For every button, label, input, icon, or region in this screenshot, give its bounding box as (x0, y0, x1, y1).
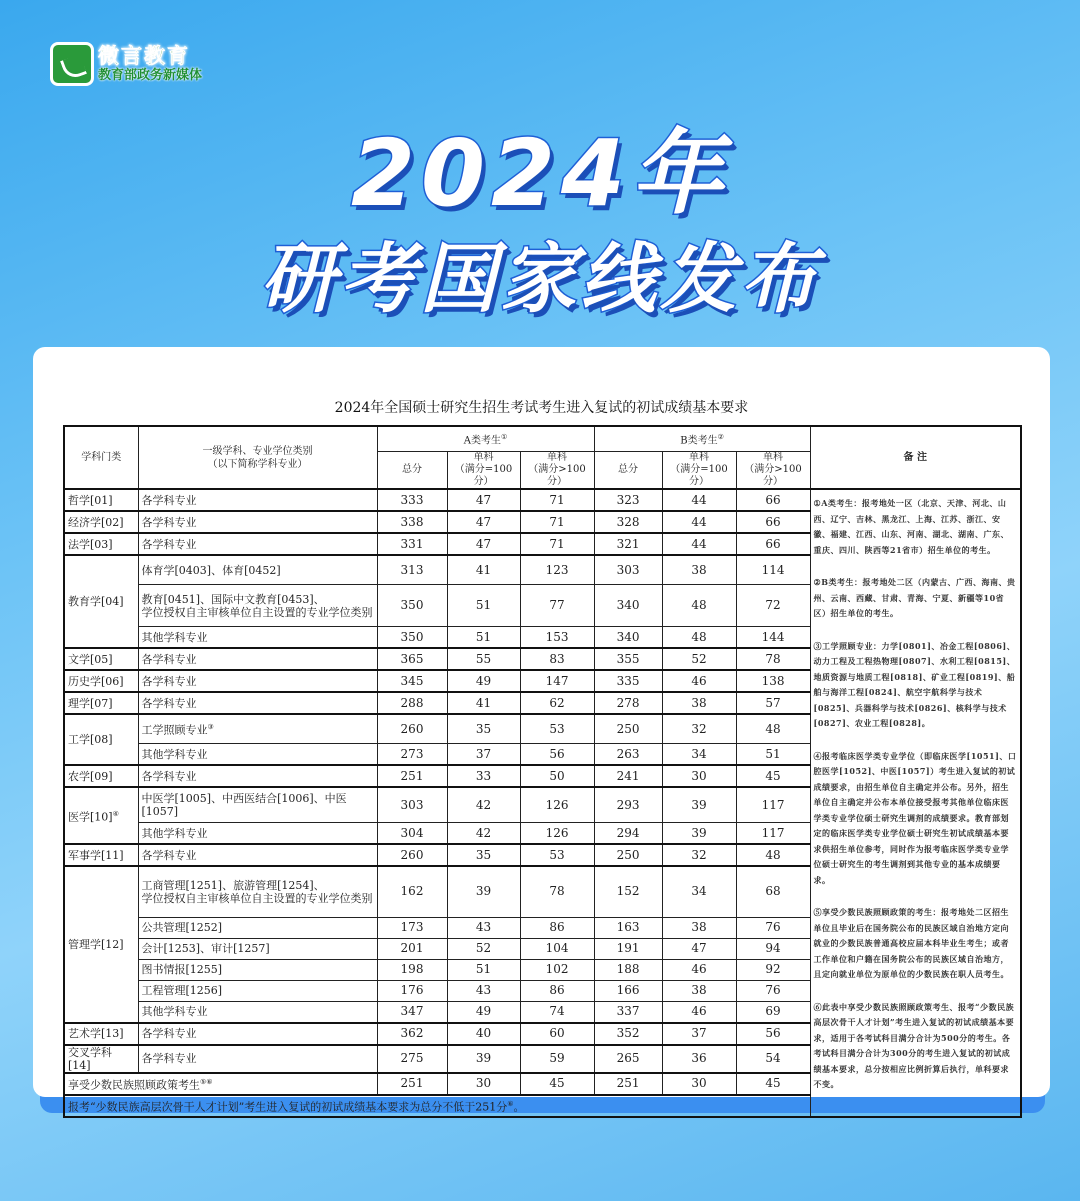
score-b-total: 163 (594, 917, 662, 938)
score-a-single-100: 42 (447, 787, 520, 823)
score-b-single-over: 69 (736, 1001, 810, 1023)
score-b-single-100: 39 (662, 823, 736, 845)
category-cell (64, 1045, 138, 1073)
category-cell (64, 489, 138, 511)
headline-title: 研考国家线发布 (260, 234, 820, 323)
score-a-total: 251 (377, 1073, 447, 1095)
score-a-total: 275 (377, 1045, 447, 1073)
score-a-single-over: 59 (520, 1045, 594, 1073)
score-b-single-over: 48 (736, 714, 810, 744)
score-a-total: 198 (377, 959, 447, 980)
score-b-single-over: 66 (736, 511, 810, 533)
score-a-total: 251 (377, 765, 447, 787)
score-a-single-over: 126 (520, 787, 594, 823)
score-a-single-over: 83 (520, 648, 594, 670)
score-b-single-100: 36 (662, 1045, 736, 1073)
score-b-total: 251 (594, 1073, 662, 1095)
subject-cell (138, 714, 377, 744)
header-label: 单科 (689, 452, 710, 463)
score-table (63, 425, 1022, 1118)
subject-cell: 公共管理[1252] (138, 917, 377, 938)
score-b-single-over: 144 (736, 627, 810, 649)
category-cell (64, 1023, 138, 1045)
category-cell (64, 844, 138, 866)
header-group-a-label: A类考生 (463, 435, 501, 447)
score-a-single-100: 43 (447, 917, 520, 938)
footnote-mark: ⑤⑥ (200, 1077, 213, 1086)
score-a-single-100: 52 (447, 938, 520, 959)
score-b-single-over: 54 (736, 1045, 810, 1073)
score-a-single-100: 35 (447, 714, 520, 744)
score-a-single-100: 35 (447, 844, 520, 866)
score-b-single-over: 72 (736, 585, 810, 627)
category-cell (64, 692, 138, 714)
score-b-single-100: 38 (662, 917, 736, 938)
score-b-total: 265 (594, 1045, 662, 1073)
score-b-single-100: 44 (662, 511, 736, 533)
dandelion-logo-icon (50, 42, 94, 86)
score-b-single-over: 66 (736, 533, 810, 555)
score-a-single-over: 104 (520, 938, 594, 959)
category-label: 农学[09] (68, 769, 113, 783)
score-a-single-over: 74 (520, 1001, 594, 1023)
score-b-single-over: 114 (736, 555, 810, 585)
subject-cell: 各学科专业 (138, 670, 377, 692)
score-a-single-100: 51 (447, 959, 520, 980)
score-b-single-100: 34 (662, 744, 736, 766)
header-a-single-over (520, 452, 594, 490)
subject-cell: 工商管理[1251]、旅游管理[1254]、 学位授权自主审核单位自主设置的专业学位类别 (138, 866, 377, 917)
category-label: 法学[03] (68, 537, 113, 551)
score-b-total: 352 (594, 1023, 662, 1045)
score-a-single-over: 53 (520, 714, 594, 744)
score-b-total: 241 (594, 765, 662, 787)
subject-cell: 各学科专业 (138, 692, 377, 714)
footer-period: 。 (513, 1100, 525, 1114)
header-label: 单科 (473, 452, 494, 463)
remarks-cell (810, 489, 1021, 1117)
score-b-single-100: 46 (662, 959, 736, 980)
score-a-single-over: 77 (520, 585, 594, 627)
footer-note-cell (64, 1095, 810, 1117)
category-label: 管理学[12] (68, 937, 124, 951)
score-b-single-100: 38 (662, 980, 736, 1001)
score-a-single-100: 51 (447, 627, 520, 649)
header-b-single-over (736, 452, 810, 490)
subject-cell: 教育[0451]、国际中文教育[0453]、 学位授权自主审核单位自主设置的专业学位类别 (138, 585, 377, 627)
score-a-single-over: 71 (520, 533, 594, 555)
score-b-single-over: 57 (736, 692, 810, 714)
score-b-single-over: 48 (736, 844, 810, 866)
score-a-single-over: 45 (520, 1073, 594, 1095)
score-b-single-over: 56 (736, 1023, 810, 1045)
subject-cell: 各学科专业 (138, 765, 377, 787)
subject-cell: 工程管理[1256] (138, 980, 377, 1001)
score-a-total: 173 (377, 917, 447, 938)
category-label: 教育学[04] (68, 595, 124, 609)
header-subject-label: 一级学科、专业学位类别 (202, 445, 313, 457)
header-group-a-mark: ① (500, 432, 508, 441)
category-label: 经济学[02] (68, 515, 124, 529)
score-a-single-over: 86 (520, 917, 594, 938)
score-a-total: 201 (377, 938, 447, 959)
score-b-single-100: 48 (662, 585, 736, 627)
score-b-single-100: 38 (662, 692, 736, 714)
score-b-total: 250 (594, 714, 662, 744)
score-a-total: 345 (377, 670, 447, 692)
score-b-single-over: 117 (736, 787, 810, 823)
header-group-b-mark: ② (717, 432, 724, 441)
footnote-mark: ⑥ (507, 1099, 514, 1108)
score-b-total: 323 (594, 489, 662, 511)
score-a-single-100: 40 (447, 1023, 520, 1045)
category-cell (64, 648, 138, 670)
score-b-total: 294 (594, 823, 662, 845)
category-cell (64, 866, 138, 1022)
score-b-total: 337 (594, 1001, 662, 1023)
subject-cell: 体育学[0403]、体育[0452] (138, 555, 377, 585)
table-row (64, 489, 1021, 511)
category-label: 军事学[11] (68, 848, 124, 862)
score-a-single-over: 53 (520, 844, 594, 866)
score-b-single-100: 34 (662, 866, 736, 917)
header-a-single-100 (447, 452, 520, 490)
score-a-total: 304 (377, 823, 447, 845)
category-cell (64, 765, 138, 787)
remark-note: ③工学照顾专业：力学[0801]、冶金工程[0806]、动力工程及工程热物理[0807]、水利工程[0815]、地质资源与地质工程[0818]、矿业工程[0819]、船舶与海洋工程[0824]、航空宇航科学与技术[0825]、兵器科学与技术[0826]、核科学与技术[0827]、农业工程[0828]。 (813, 640, 1016, 728)
logo (50, 42, 202, 86)
score-b-total: 335 (594, 670, 662, 692)
score-b-total: 191 (594, 938, 662, 959)
category-cell (64, 787, 138, 844)
score-a-single-100: 47 (447, 489, 520, 511)
score-a-total: 350 (377, 627, 447, 649)
score-b-single-over: 92 (736, 959, 810, 980)
header-category: 学科门类 (64, 426, 138, 489)
subject-cell: 各学科专业 (138, 489, 377, 511)
score-a-single-over: 60 (520, 1023, 594, 1045)
header-b-single-100 (662, 452, 736, 490)
score-a-single-100: 39 (447, 1045, 520, 1073)
footnote-mark: ③ (207, 723, 214, 732)
header-group-b-label: B类考生 (680, 435, 718, 447)
subject-cell: 其他学科专业 (138, 823, 377, 845)
category-cell (64, 533, 138, 555)
header-label: （满分=100分） (454, 464, 513, 487)
score-a-single-over: 50 (520, 765, 594, 787)
header-label: （满分=100分） (670, 464, 728, 487)
score-b-single-over: 138 (736, 670, 810, 692)
score-b-total: 152 (594, 866, 662, 917)
score-a-total: 362 (377, 1023, 447, 1045)
header-subject (138, 426, 377, 489)
score-a-single-over: 78 (520, 866, 594, 917)
remark-note: ⑥此表中享受少数民族照顾政策考生、报考“少数民族高层次骨干人才计划”考生进入复试的初试成绩基本要求，适用于各考试科目满分合计为500分的考生。各考试科目满分合计为300分的考生进入复试的初试成绩基本要求，总分按相应比例折算后执行，单科要求不变。 (813, 1001, 1015, 1089)
score-a-total: 162 (377, 866, 447, 917)
score-b-single-100: 52 (662, 648, 736, 670)
subject-cell: 各学科专业 (138, 511, 377, 533)
category-cell (64, 670, 138, 692)
category-cell (64, 714, 138, 765)
score-a-single-over: 71 (520, 489, 594, 511)
score-b-total: 340 (594, 627, 662, 649)
score-b-single-over: 45 (736, 765, 810, 787)
score-b-single-100: 44 (662, 533, 736, 555)
score-b-total: 278 (594, 692, 662, 714)
score-a-single-over: 71 (520, 511, 594, 533)
score-b-single-100: 47 (662, 938, 736, 959)
score-a-single-100: 41 (447, 692, 520, 714)
score-a-total: 331 (377, 533, 447, 555)
subject-cell: 图书情报[1255] (138, 959, 377, 980)
subject-cell: 其他学科专业 (138, 744, 377, 766)
score-b-total: 293 (594, 787, 662, 823)
score-a-single-over: 126 (520, 823, 594, 845)
header-group-b (594, 426, 810, 452)
category-label: 艺术学[13] (68, 1027, 124, 1040)
score-a-total: 176 (377, 980, 447, 1001)
score-b-single-100: 46 (662, 670, 736, 692)
score-a-total: 347 (377, 1001, 447, 1023)
remark-note: ⑤享受少数民族照顾政策的考生：报考地处二区招生单位且毕业后在国务院公布的民族区域自治地方定向就业的少数民族普通高校应届本科毕业生考生；或者工作单位和户籍在国务院公布的民族区域自治地方，且定向就业单位为原单位的少数民族在职人员考生。 (813, 907, 1010, 979)
remark-note: ①A类考生：报考地处一区（北京、天津、河北、山西、辽宁、吉林、黑龙江、上海、江苏、浙江、安徽、福建、江西、山东、河南、湖北、湖南、广东、重庆、四川、陕西等21省市）招生单位的考生。 (813, 498, 1010, 555)
score-b-single-over: 76 (736, 980, 810, 1001)
category-label: 交叉学科[14] (68, 1045, 112, 1072)
header-remarks: 备 注 (810, 426, 1021, 489)
score-b-single-100: 46 (662, 1001, 736, 1023)
score-a-total: 338 (377, 511, 447, 533)
score-b-single-100: 37 (662, 1023, 736, 1045)
score-a-single-100: 37 (447, 744, 520, 766)
subject-cell: 各学科专业 (138, 1023, 377, 1045)
score-a-total: 273 (377, 744, 447, 766)
header-label: （满分>100分） (744, 464, 802, 487)
score-a-total: 365 (377, 648, 447, 670)
remark-note: ②B类考生：报考地处二区（内蒙古、广西、海南、贵州、云南、西藏、甘肃、青海、宁夏、新疆等10省区）招生单位的考生。 (813, 577, 1016, 618)
subject-label: 工学照顾专业 (141, 724, 208, 738)
score-b-total: 328 (594, 511, 662, 533)
category-label: 历史学[06] (68, 674, 124, 688)
subject-cell: 会计[1253]、审计[1257] (138, 938, 377, 959)
score-b-single-over: 76 (736, 917, 810, 938)
subject-cell: 各学科专业 (138, 648, 377, 670)
score-b-total: 263 (594, 744, 662, 766)
header-a-total: 总分 (377, 452, 447, 490)
score-b-single-100: 38 (662, 555, 736, 585)
header-group-a (377, 426, 594, 452)
remark-note: ④报考临床医学类专业学位（即临床医学[1051]、口腔医学[1052]、中医[1057]）考生进入复试的初试成绩要求，由招生单位自主确定并公布。另外，招生单位自主确定并公布本单位接受报考其他单位临床医学类专业学位硕士研究生调剂的成绩要求。教育部划定的临床医学类专业学位硕士研究生初试成绩基本要求供招生单位参考，同时作为报考临床医学类专业学位硕士研究生的考生调剂到其他专业的基本成绩要求。 (813, 750, 1017, 885)
score-a-single-100: 39 (447, 866, 520, 917)
score-b-total: 355 (594, 648, 662, 670)
score-b-single-over: 78 (736, 648, 810, 670)
score-b-total: 188 (594, 959, 662, 980)
score-a-single-over: 153 (520, 627, 594, 649)
score-b-single-over: 94 (736, 938, 810, 959)
category-cell (64, 511, 138, 533)
score-b-single-100: 39 (662, 787, 736, 823)
subject-cell: 中医学[1005]、中西医结合[1006]、中医[1057] (138, 787, 377, 823)
score-b-single-100: 30 (662, 765, 736, 787)
header-label: 单科 (763, 452, 784, 463)
score-a-single-over: 123 (520, 555, 594, 585)
score-b-single-over: 68 (736, 866, 810, 917)
subject-cell: 各学科专业 (138, 1045, 377, 1073)
score-b-total: 321 (594, 533, 662, 555)
header-b-total: 总分 (594, 452, 662, 490)
logo-name: 微言教育 (98, 44, 190, 68)
score-a-single-over: 86 (520, 980, 594, 1001)
score-b-single-100: 32 (662, 844, 736, 866)
score-b-single-100: 30 (662, 1073, 736, 1095)
score-b-total: 250 (594, 844, 662, 866)
score-a-single-100: 43 (447, 980, 520, 1001)
category-label: 理学[07] (68, 696, 113, 710)
logo-tagline: 教育部政务新媒体 (98, 68, 203, 83)
score-a-total: 313 (377, 555, 447, 585)
score-a-single-100: 41 (447, 555, 520, 585)
score-b-total: 303 (594, 555, 662, 585)
score-a-single-100: 47 (447, 511, 520, 533)
score-a-total: 288 (377, 692, 447, 714)
footnote-mark: ④ (112, 809, 119, 818)
category-label: 医学[10] (68, 810, 113, 824)
score-a-single-over: 56 (520, 744, 594, 766)
score-a-total: 260 (377, 714, 447, 744)
subject-cell: 各学科专业 (138, 533, 377, 555)
score-a-total: 303 (377, 787, 447, 823)
score-a-single-100: 49 (447, 670, 520, 692)
score-b-single-over: 117 (736, 823, 810, 845)
score-b-single-over: 51 (736, 744, 810, 766)
score-b-single-over: 66 (736, 489, 810, 511)
header-subject-note: （以下简称学科专业） (207, 458, 308, 470)
score-b-total: 340 (594, 585, 662, 627)
score-a-total: 260 (377, 844, 447, 866)
score-b-total: 166 (594, 980, 662, 1001)
score-b-single-100: 44 (662, 489, 736, 511)
header-label: （满分>100分） (528, 464, 586, 487)
document-title: 2024年全国硕士研究生招生考试考生进入复试的初试成绩基本要求 (334, 400, 749, 416)
score-a-single-100: 55 (447, 648, 520, 670)
score-a-single-100: 42 (447, 823, 520, 845)
score-a-single-100: 49 (447, 1001, 520, 1023)
score-b-single-over: 45 (736, 1073, 810, 1095)
score-a-total: 350 (377, 585, 447, 627)
headline-year: 2024年 (350, 120, 730, 227)
category-label: 哲学[01] (68, 493, 113, 507)
score-a-single-over: 102 (520, 959, 594, 980)
category-label: 文学[05] (68, 652, 113, 666)
subject-cell: 各学科专业 (138, 844, 377, 866)
score-a-single-100: 30 (447, 1073, 520, 1095)
footer-note: 报考“少数民族高层次骨干人才计划”考生进入复试的初试成绩基本要求为总分不低于251分 (68, 1100, 508, 1114)
score-a-total: 333 (377, 489, 447, 511)
category-label: 工学[08] (68, 733, 113, 747)
subject-cell: 其他学科专业 (138, 627, 377, 649)
score-a-single-100: 51 (447, 585, 520, 627)
header-label: 单科 (547, 452, 568, 463)
score-a-single-100: 47 (447, 533, 520, 555)
score-a-single-over: 147 (520, 670, 594, 692)
score-a-single-100: 33 (447, 765, 520, 787)
category-cell (64, 555, 138, 648)
category-cell (64, 1073, 377, 1095)
score-a-single-over: 62 (520, 692, 594, 714)
score-b-single-100: 32 (662, 714, 736, 744)
score-b-single-100: 48 (662, 627, 736, 649)
category-label: 享受少数民族照顾政策考生 (68, 1078, 200, 1092)
subject-cell: 其他学科专业 (138, 1001, 377, 1023)
